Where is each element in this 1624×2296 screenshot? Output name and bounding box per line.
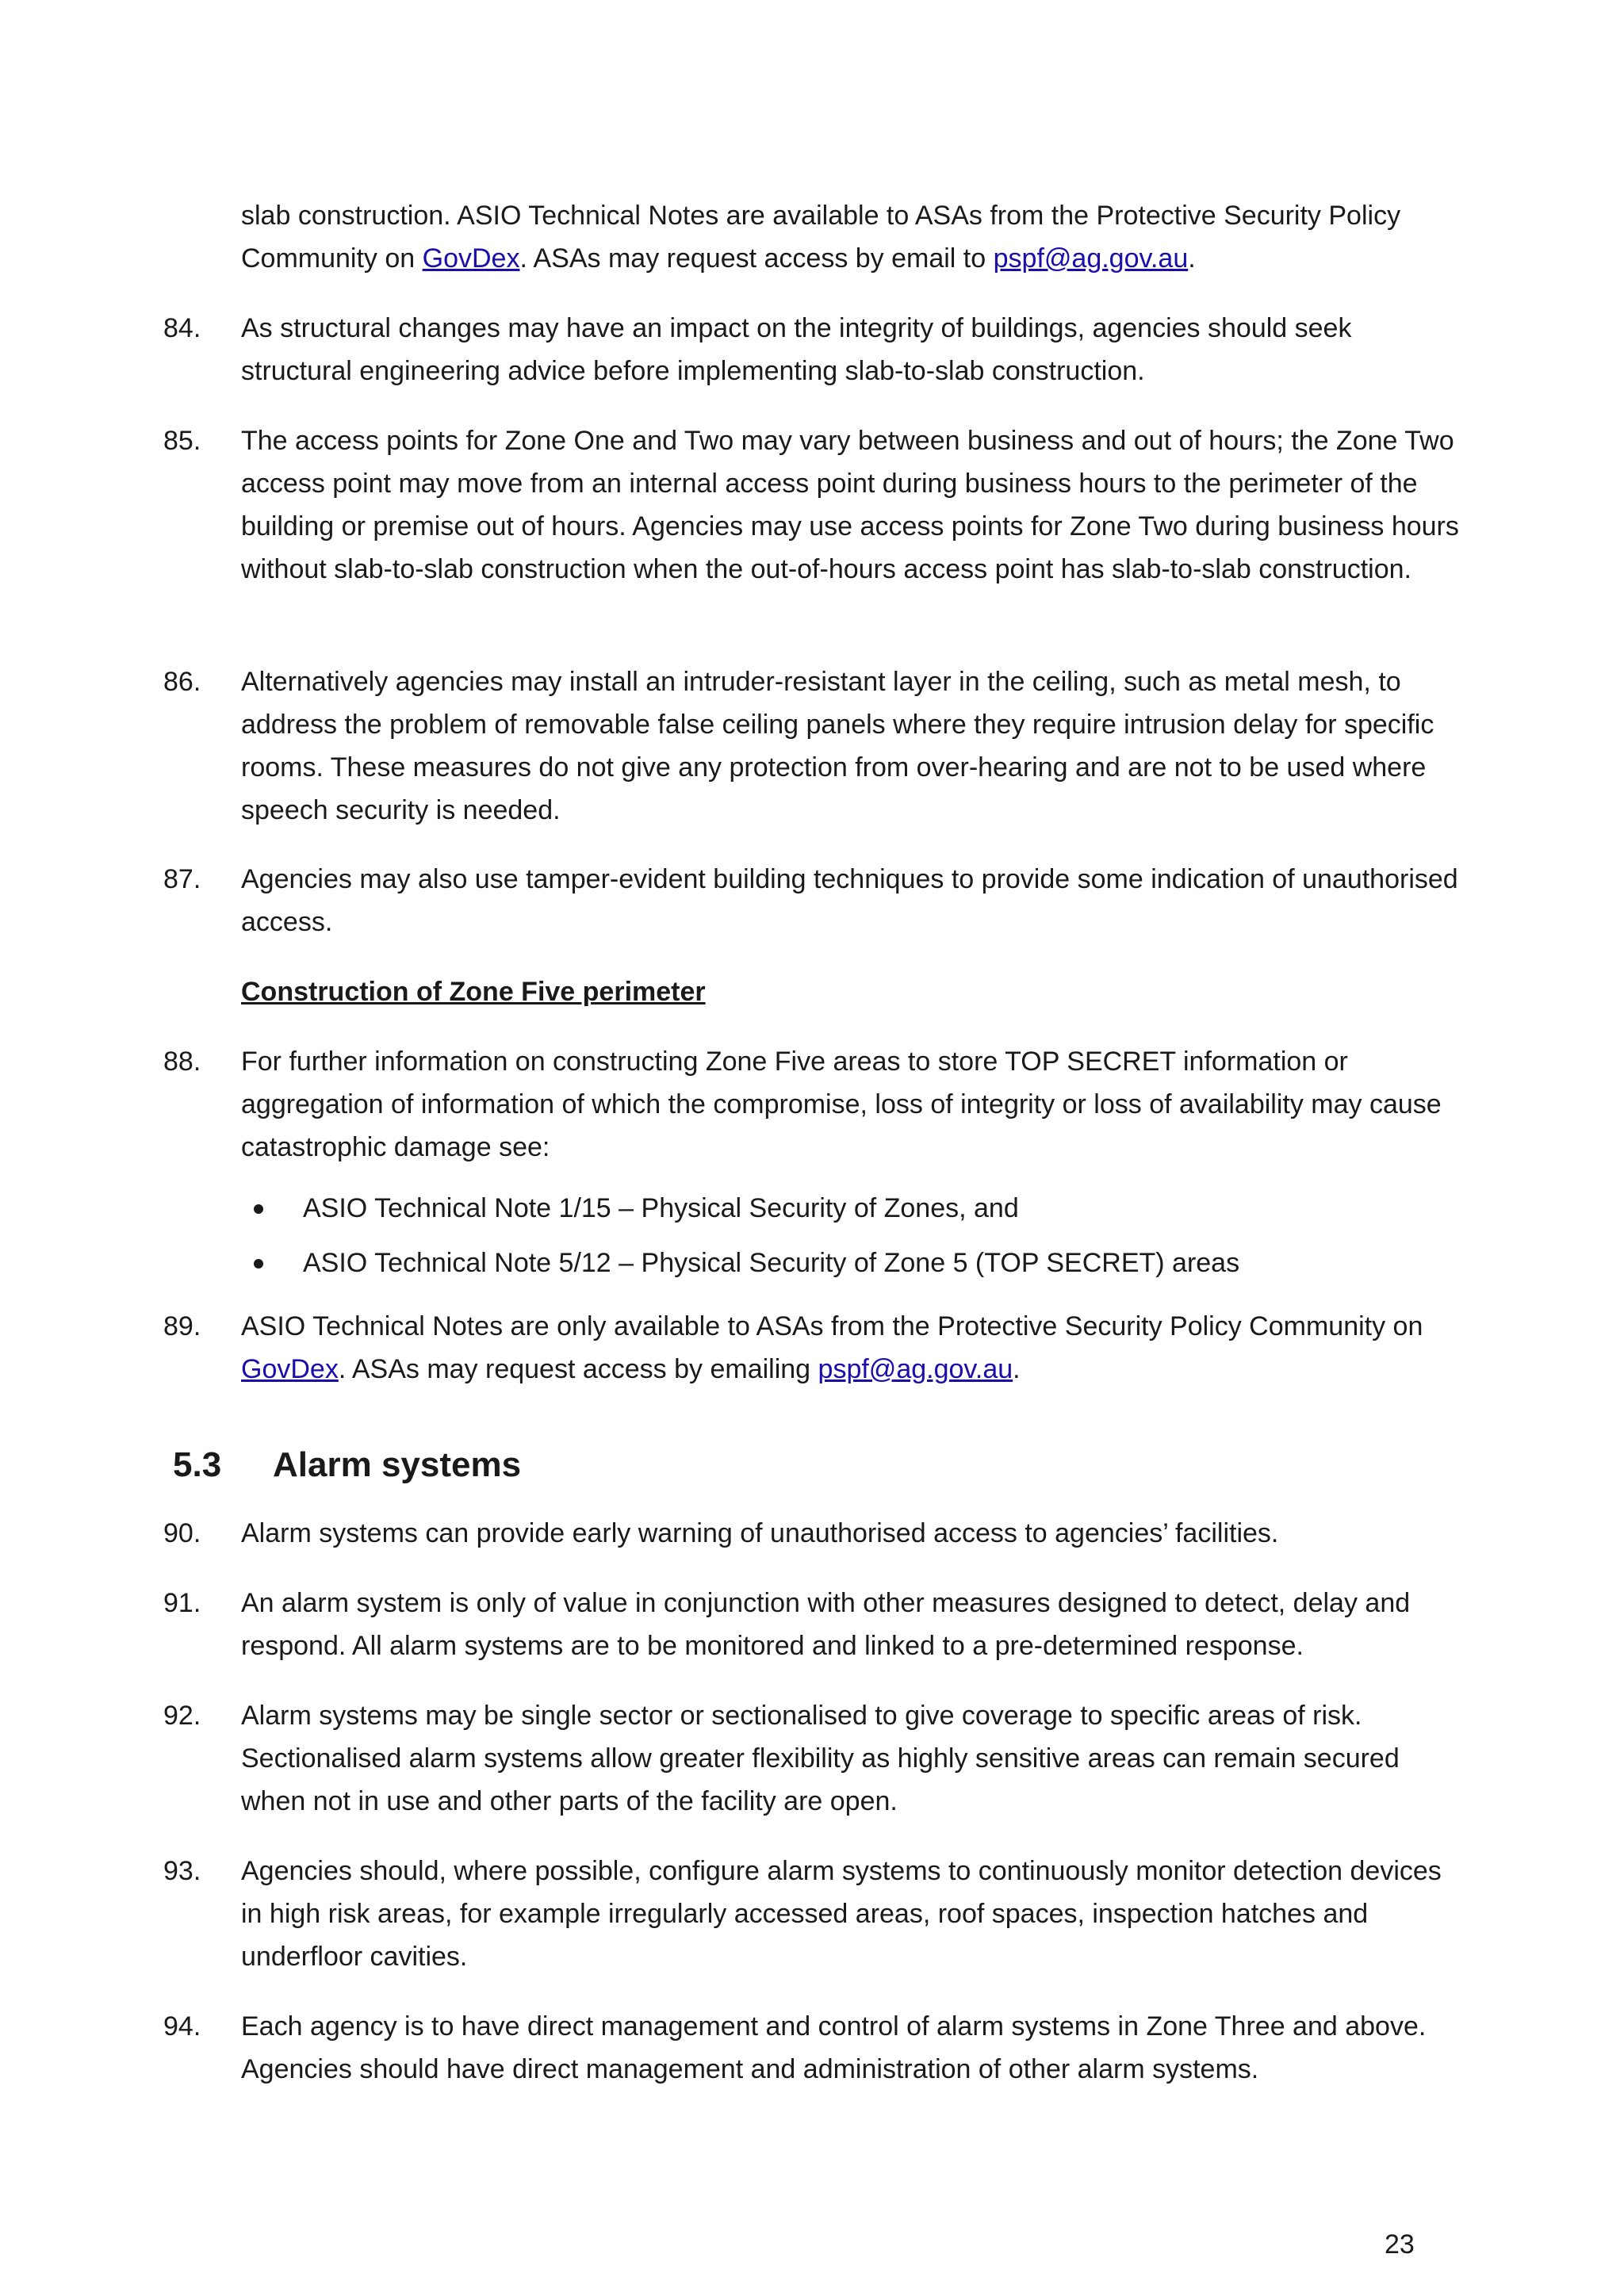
paragraph-number: 89. <box>163 1311 201 1341</box>
email-link[interactable]: pspf@ag.gov.au <box>993 243 1189 274</box>
section-title: Alarm systems <box>273 1445 522 1484</box>
paragraph-text: As structural changes may have an impact on the integrity of buildings, agencies should seek structural engineering advice before implementing slab-to-slab construction. <box>241 313 1352 386</box>
paragraph-number: 84. <box>163 313 201 343</box>
paragraph-text: Agencies should, where possible, configure alarm systems to continuously monitor detection devices in high risk areas, for example irregularly accessed areas, roof spaces, inspection hatches and underfloor cavities. <box>241 1856 1442 1972</box>
section-number: 5.3 <box>173 1445 222 1484</box>
govdex-link[interactable]: GovDex <box>241 1354 339 1384</box>
paragraph-number: 87. <box>163 864 201 894</box>
paragraph-number: 86. <box>163 667 201 697</box>
bullet-icon <box>254 1259 263 1269</box>
paragraph-text: For further information on constructing Zone Five areas to store TOP SECRET information or aggregation of information of which the compromise, loss of integrity or loss of availability may cause catastrophic damage see: <box>241 1047 1442 1162</box>
bullet-text: ASIO Technical Note 5/12 – Physical Security of Zone 5 (TOP SECRET) areas <box>303 1248 1240 1278</box>
paragraph-number: 85. <box>163 426 201 456</box>
email-link[interactable]: pspf@ag.gov.au <box>818 1354 1013 1384</box>
paragraph-text: Each agency is to have direct management and control of alarm systems in Zone Three and above. Agencies should have direct management and administration of other alarm systems. <box>241 2011 1427 2084</box>
paragraph-number: 88. <box>163 1047 201 1077</box>
govdex-link[interactable]: GovDex <box>422 243 520 274</box>
paragraph-text: Alarm systems may be single sector or sectionalised to give coverage to specific areas of risk. Sectionalised alarm systems allow greater flexibility as highly sensitive areas can remain secured when not in use and other parts of the facility are open. <box>241 1701 1400 1816</box>
paragraph-text: slab construction. ASIO Technical Notes are available to ASAs from the Protective Security Policy Community on GovDex. ASAs may request access by email to pspf@ag.gov.au. <box>241 201 1401 274</box>
paragraph-text: ASIO Technical Notes are only available to ASAs from the Protective Security Policy Community on GovDex. ASAs may request access by emailing pspf@ag.gov.au. <box>241 1311 1423 1384</box>
paragraph-number: 91. <box>163 1588 201 1618</box>
paragraph-text: Agencies may also use tamper-evident building techniques to provide some indication of unauthorised access. <box>241 864 1458 937</box>
paragraph-number: 92. <box>163 1701 201 1731</box>
paragraph-number: 94. <box>163 2011 201 2042</box>
paragraph-number: 90. <box>163 1518 201 1548</box>
paragraph-text: The access points for Zone One and Two may vary between business and out of hours; the Zone Two access point may move from an internal access point during business hours to the perimeter of the building or premise out of hours. Agencies may use access points for Zone Two during business hours without slab-to-slab construction when the out-of-hours access point has slab-to-slab construction. <box>241 426 1459 584</box>
paragraph-text: Alternatively agencies may install an intruder-resistant layer in the ceiling, such as metal mesh, to address the problem of removable false ceiling panels where they require intrusion delay for specific rooms. These measures do not give any protection from over-hearing and are not to be used where speech security is needed. <box>241 667 1434 825</box>
page-number: 23 <box>1385 2229 1415 2260</box>
subheading: Construction of Zone Five perimeter <box>241 977 706 1007</box>
bullet-text: ASIO Technical Note 1/15 – Physical Security of Zones, and <box>303 1193 1019 1223</box>
paragraph-number: 93. <box>163 1856 201 1886</box>
paragraph-text: Alarm systems can provide early warning of unauthorised access to agencies’ facilities. <box>241 1518 1279 1548</box>
paragraph-text: An alarm system is only of value in conjunction with other measures designed to detect, delay and respond. All alarm systems are to be monitored and linked to a pre-determined response. <box>241 1588 1411 1661</box>
bullet-icon <box>254 1204 263 1214</box>
